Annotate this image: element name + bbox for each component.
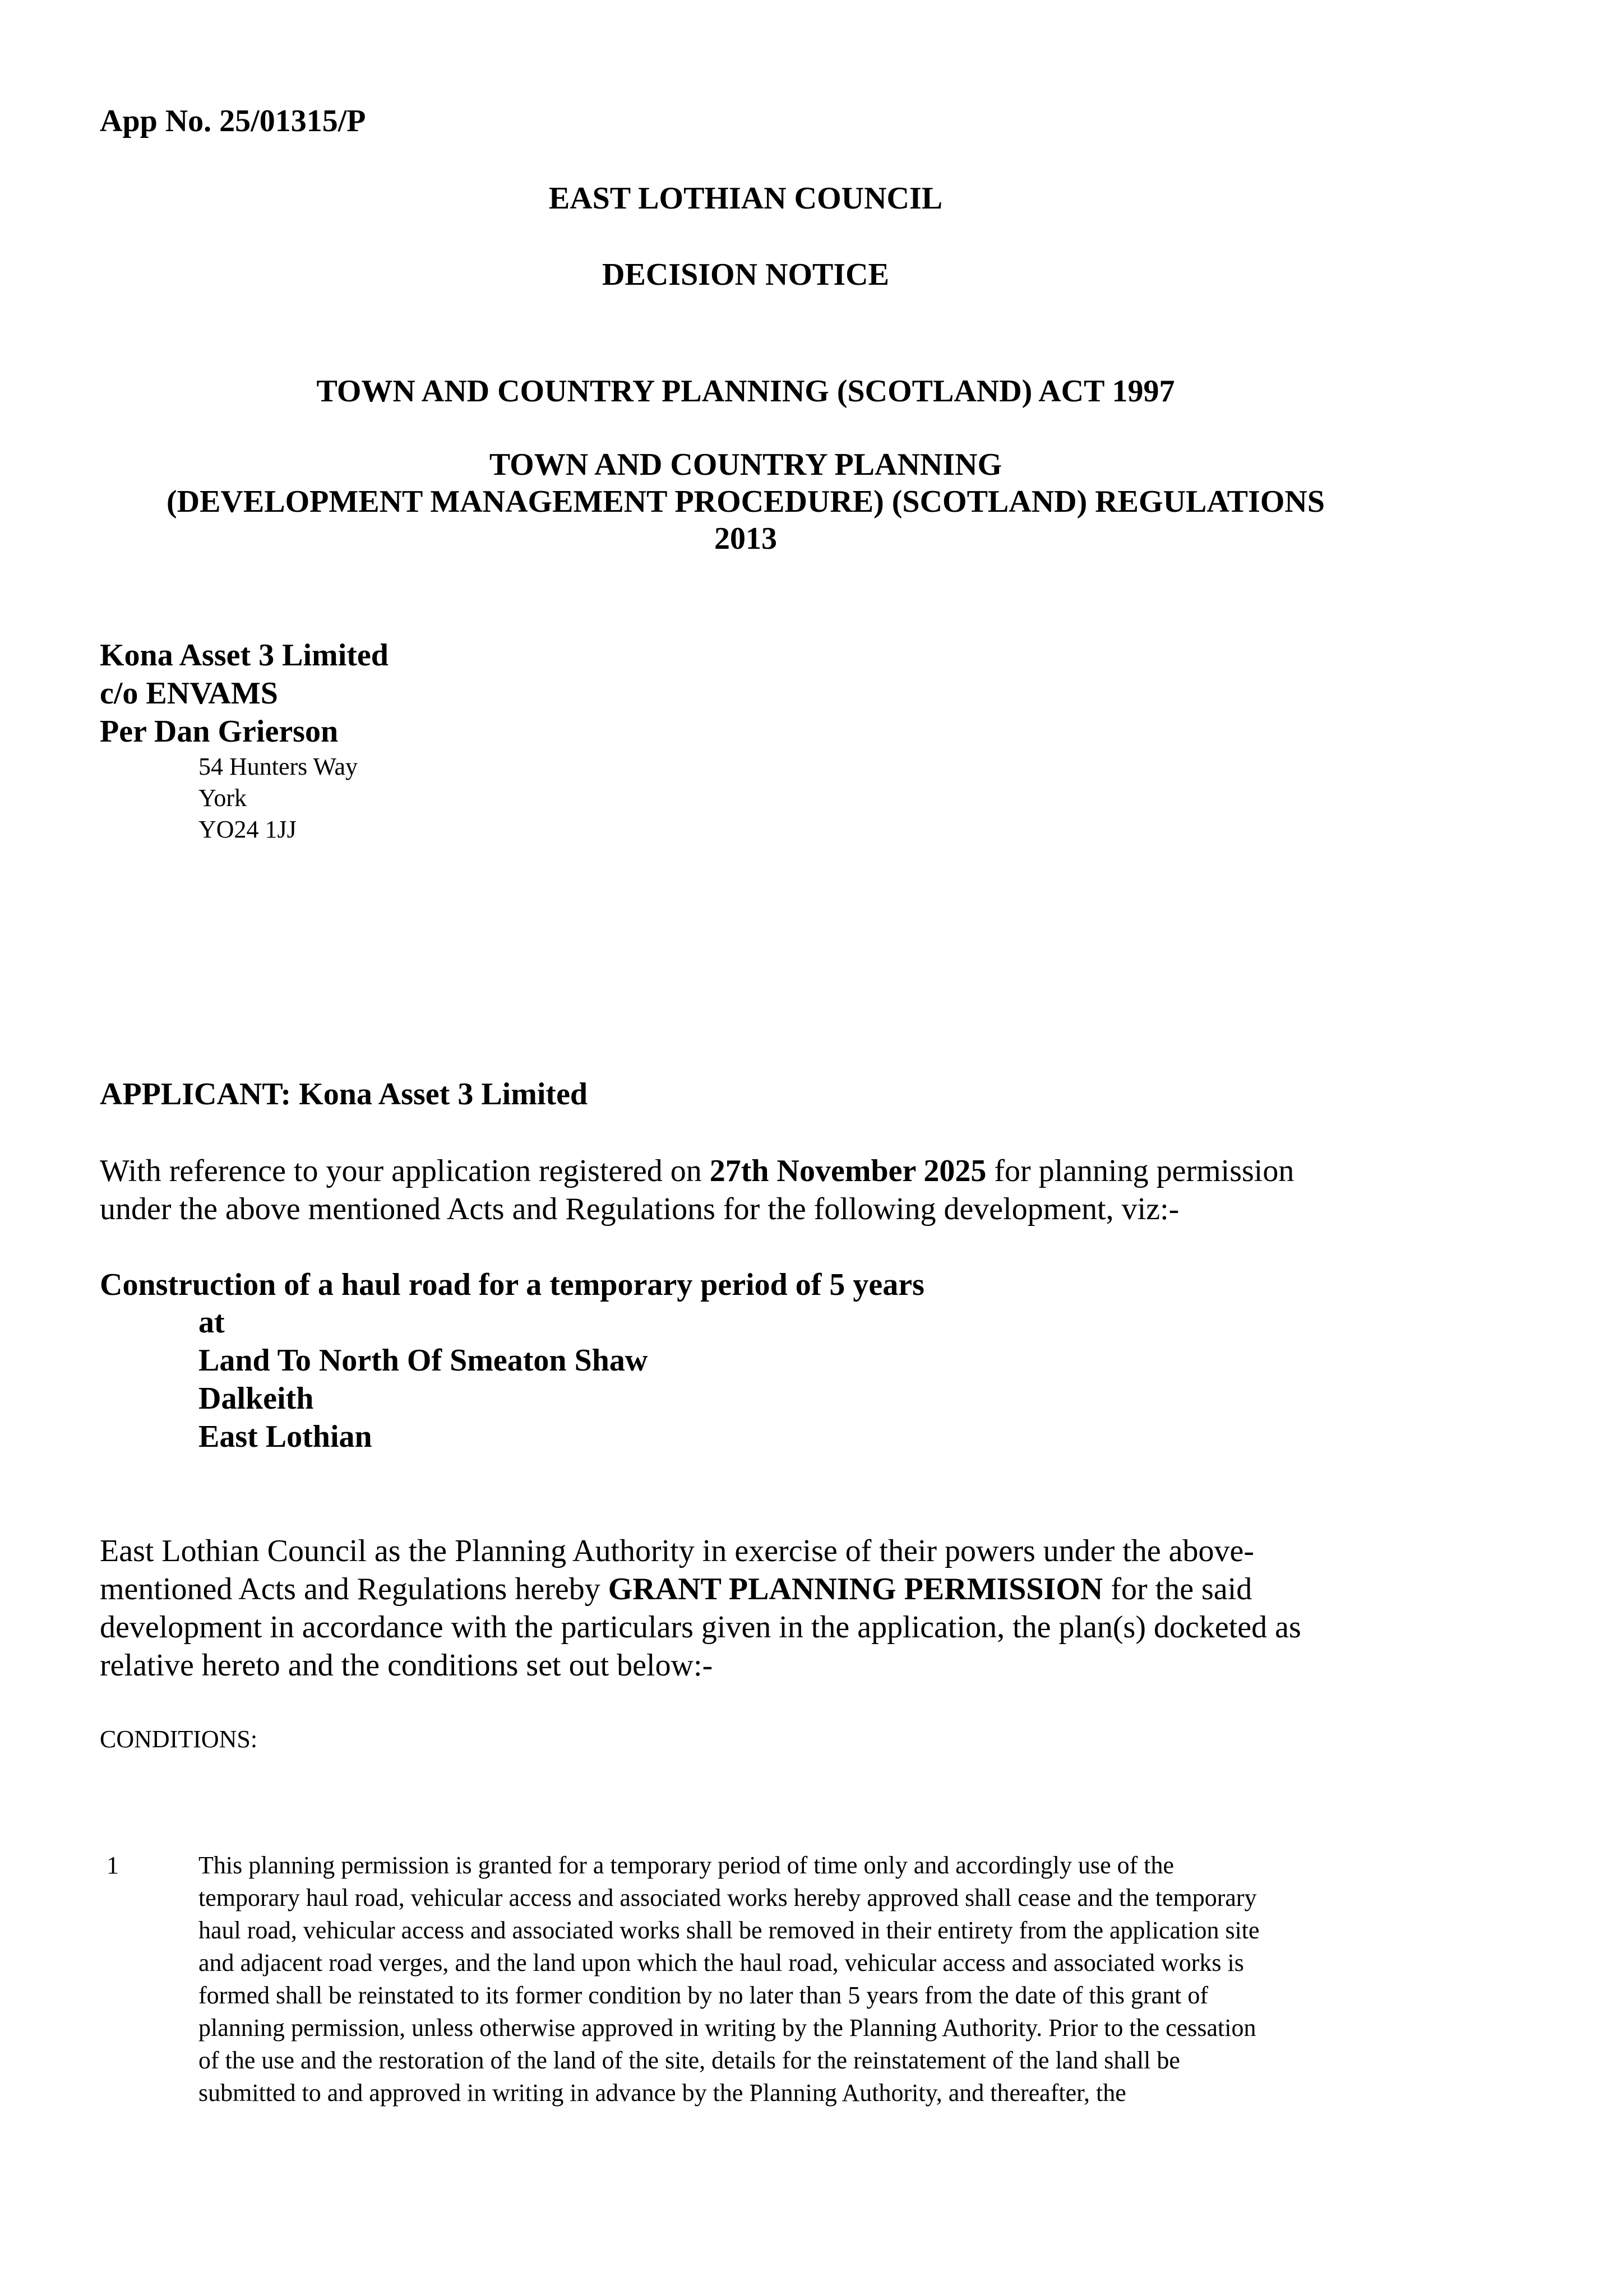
application-number: App No. 25/01315/P: [100, 104, 366, 138]
site-line: Dalkeith: [198, 1381, 314, 1416]
condition-number: 1: [107, 1851, 119, 1879]
address-line: 54 Hunters Way: [198, 753, 358, 780]
address-line: York: [198, 784, 247, 812]
act-title: TOWN AND COUNTRY PLANNING (SCOTLAND) ACT 1997: [316, 374, 1175, 409]
grant-line: East Lothian Council as the Planning Authority in exercise of their powers under the above-: [100, 1534, 1255, 1568]
applicant-line: APPLICANT: Kona Asset 3 Limited: [100, 1077, 588, 1112]
registration-date: 27th November 2025: [709, 1154, 987, 1188]
grant-line: [100, 1570, 1456, 1608]
site-line: Land To North Of Smeaton Shaw: [198, 1343, 648, 1378]
notice-title: DECISION NOTICE: [602, 257, 889, 292]
addressee-line: Per Dan Grierson: [100, 714, 339, 749]
reference-line: under the above mentioned Acts and Regulations for the following development, viz:-: [100, 1192, 1180, 1226]
reference-text: With reference to your application registered on: [100, 1154, 710, 1188]
reference-paragraph: [100, 1152, 1456, 1228]
conditions-heading: CONDITIONS:: [100, 1725, 258, 1753]
regulations-title-line: TOWN AND COUNTRY PLANNING: [489, 447, 1002, 482]
addressee-line: Kona Asset 3 Limited: [100, 638, 389, 673]
grant-line: relative hereto and the conditions set out below:-: [100, 1648, 713, 1683]
condition-line: This planning permission is granted for a temporary period of time only and accordingly use of the: [198, 1851, 1174, 1879]
condition-line: haul road, vehicular access and associated works shall be removed in their entirety from the application site: [198, 1917, 1260, 1944]
addressee-line: c/o ENVAMS: [100, 676, 278, 711]
site-line: at: [198, 1305, 225, 1340]
condition-line: formed shall be reinstated to its former condition by no later than 5 years from the date of this grant of: [198, 1982, 1209, 2009]
address-line: YO24 1JJ: [198, 816, 297, 843]
site-address: [198, 1303, 648, 1456]
address-block: [198, 751, 358, 845]
decision-text: GRANT PLANNING PERMISSION: [608, 1572, 1103, 1607]
grant-text: mentioned Acts and Regulations hereby: [100, 1572, 608, 1607]
council-name: EAST LOTHIAN COUNCIL: [548, 181, 943, 216]
condition-line: and adjacent road verges, and the land upon which the haul road, vehicular access and associated works is: [198, 1949, 1244, 1976]
grant-line: development in accordance with the particulars given in the application, the plan(s) docketed as: [100, 1610, 1301, 1645]
condition-line: planning permission, unless otherwise approved in writing by the Planning Authority. Prior to the cessation: [198, 2014, 1256, 2042]
reference-text: for planning permission: [986, 1154, 1294, 1188]
condition-line: of the use and the restoration of the land of the site, details for the reinstatement of the land shall be: [198, 2047, 1180, 2074]
condition-line: temporary haul road, vehicular access and associated works hereby approved shall cease and the temporary: [198, 1884, 1257, 1911]
regulations-title-line: 2013: [714, 521, 777, 556]
condition-text: [198, 1850, 1488, 2110]
regulations-title-line: (DEVELOPMENT MANAGEMENT PROCEDURE) (SCOTLAND) REGULATIONS: [167, 484, 1325, 519]
regulations-title: [0, 446, 1491, 557]
site-line: East Lothian: [198, 1419, 372, 1454]
condition-line: submitted to and approved in writing in advance by the Planning Authority, and thereafter, the: [198, 2079, 1126, 2107]
development-description: Construction of a haul road for a temporary period of 5 years: [100, 1267, 924, 1302]
reference-line: [100, 1152, 1456, 1190]
grant-paragraph: [100, 1532, 1456, 1684]
grant-text: for the said: [1103, 1572, 1252, 1607]
addressee-block: [100, 636, 389, 751]
